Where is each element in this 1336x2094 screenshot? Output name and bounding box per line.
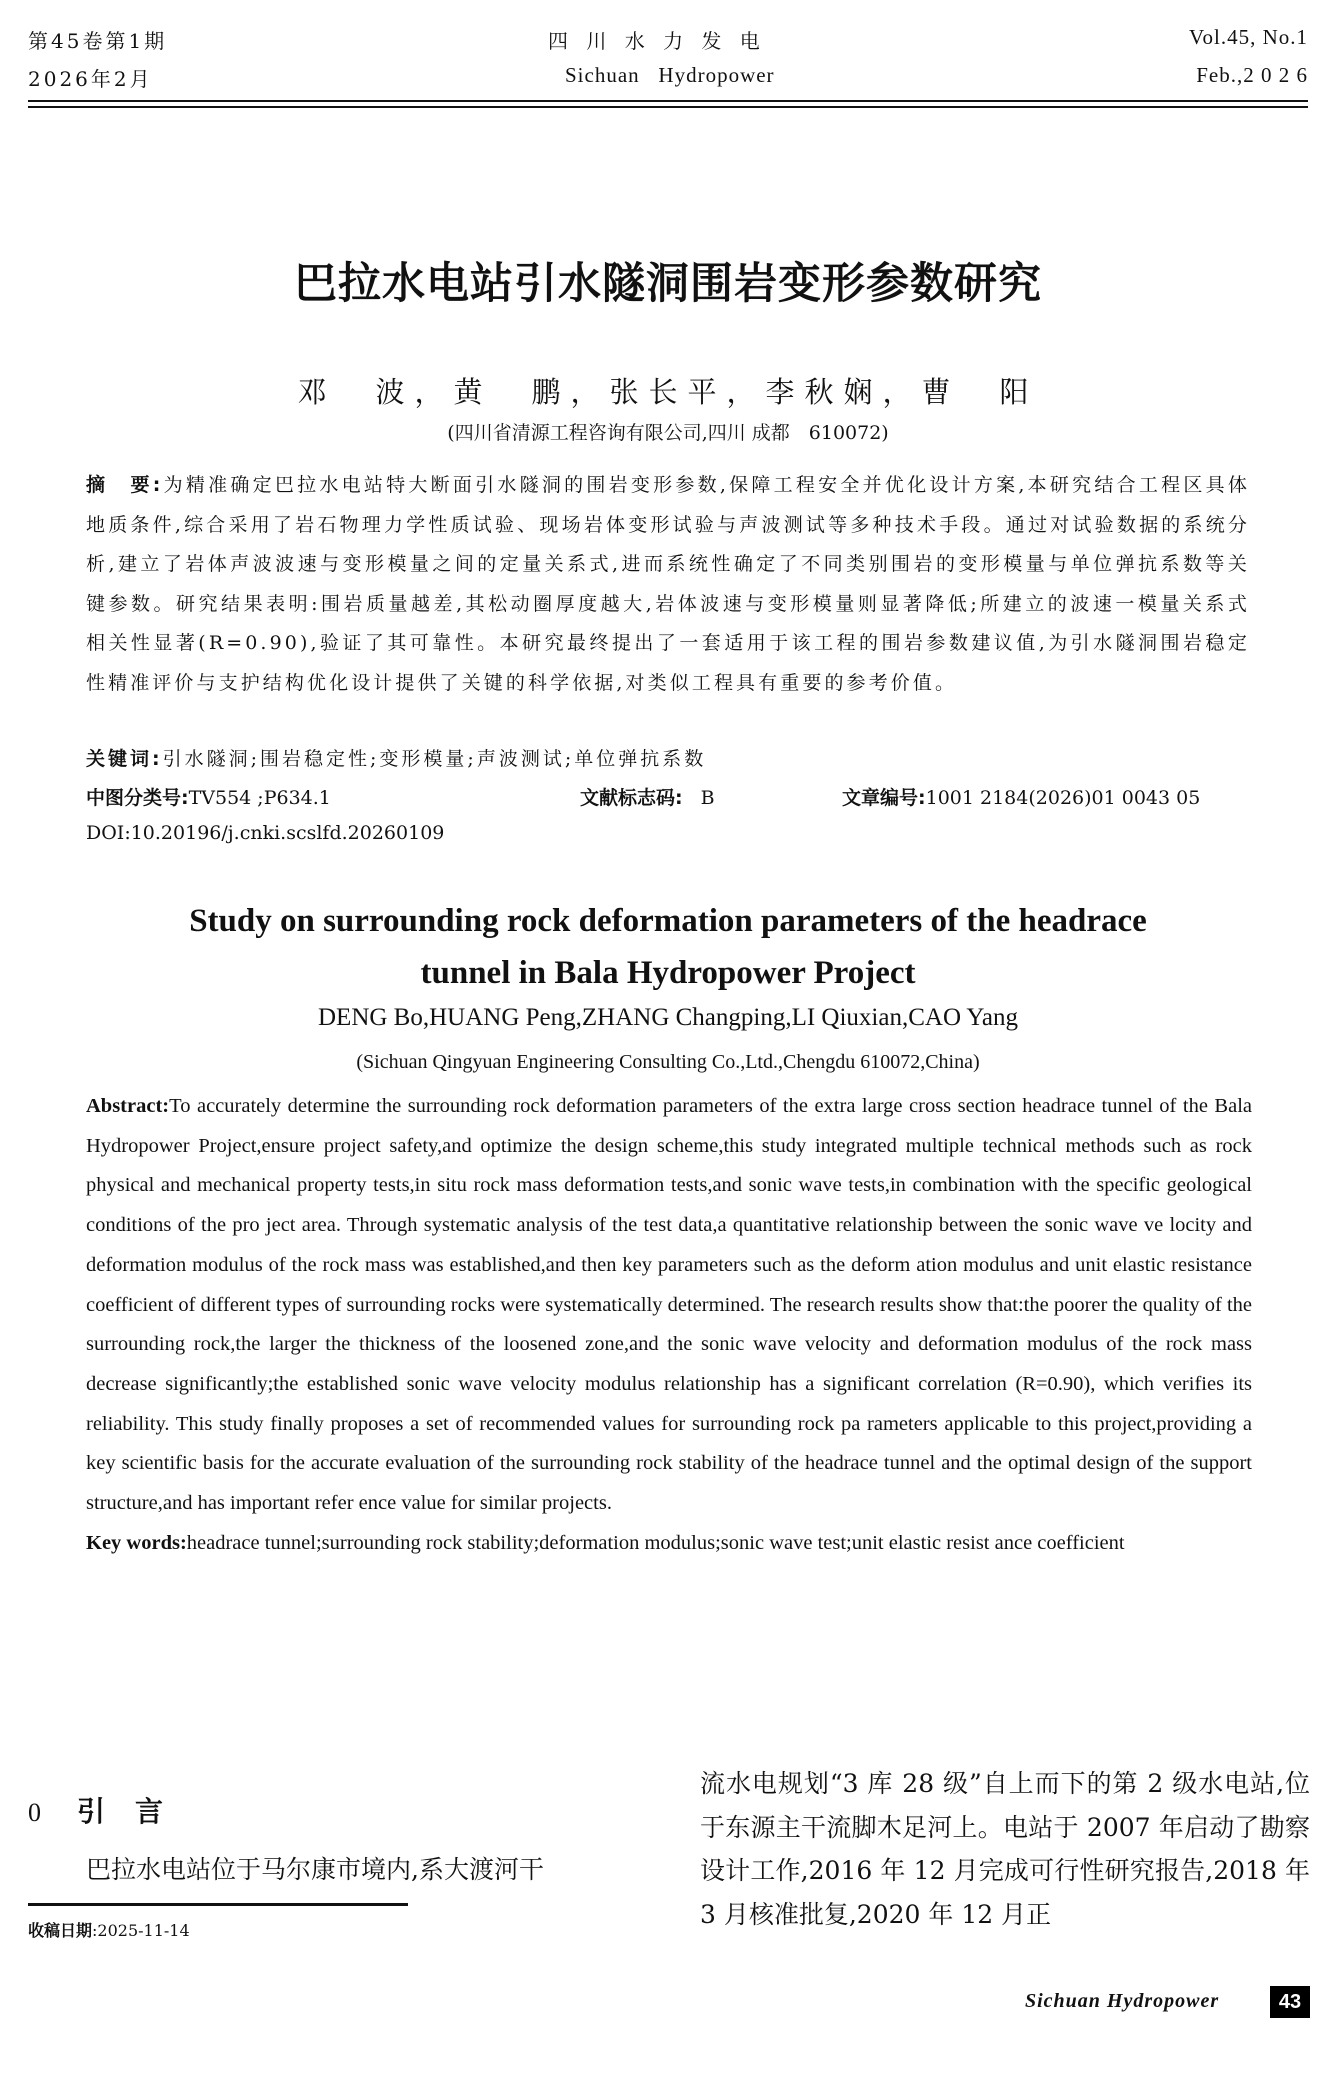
abstract-en-label: Abstract:	[86, 1095, 170, 1117]
doi-value[interactable]: 10.20196/j.cnki.scslfd.20260109	[130, 822, 445, 844]
abstract-en-text: To accurately determine the surrounding rock deformation parameters of the extra large cross section headrace tunnel of the Bala Hydropower Project,ensure project safety,and optimize the design scheme,this study integrated multiple technical methods such as rock physical and mechanical property tests,in situ rock mass deformation tests,and sonic wave tests,in combination with the specific geological conditions of the pro ject area. Through systematic analysis of the test data,a quantitative relationship between the sonic wave ve locity and deformation modulus of the rock mass was established,and then key parameters such as the deform ation modulus and unit elastic resistance coefficient of different types of surrounding rocks were systematically determined. The research results show that:the poorer the quality of the surrounding rock,the larger the thickness of the loosened zone,and the sonic wave velocity and deformation modulus of the rock mass decrease significantly;the established sonic wave velocity modulus relationship has a significant correlation (R=0.90), which verifies its reliability. This study finally proposes a set of recommended values for surrounding rock pa rameters applicable to this project,providing a key scientific basis for the accurate evaluation of the surrounding rock stability of the headrace tunnel and the optimal design of the support structure,and has important refer ence value for similar projects.	[86, 1095, 1252, 1515]
clc-number	[86, 783, 331, 810]
received-date	[28, 1918, 190, 1941]
keywords-en	[86, 1524, 1252, 1564]
header-rule	[28, 100, 1308, 102]
doc-code-value: B	[700, 787, 715, 809]
journal-name-cn: 四 川 水 力 发 电	[548, 29, 766, 53]
title-en-line-2: tunnel in Bala Hydropower Project	[420, 955, 916, 991]
keywords-cn	[86, 744, 706, 771]
article-title-cn: 巴拉水电站引水隧洞围岩变形参数研究	[294, 259, 1042, 309]
doc-code-label: 文献标志码:	[580, 787, 683, 809]
footer-journal-name: Sichuan Hydropower	[1025, 1990, 1220, 2012]
section-heading	[28, 1790, 193, 1830]
authors-cn: 邓 波，黄 鹏，张长平，李秋娴，曹 阳	[297, 375, 1039, 409]
abstract-cn-text: 为精准确定巴拉水电站特大断面引水隧洞的围岩变形参数,保障工程安全并优化设计方案,本研究结合工程区具体地质条件,综合采用了岩石物理力学性质试验、现场岩体变形试验与声波测试等多种技术手段。通过对试验数据的系统分析,建立了岩体声波波速与变形模量之间的定量关系式,进而系统性确定了不同类别围岩的变形模量与单位弹抗系数等关键参数。研究结果表明:围岩质量越差,其松动圈厚度越大,岩体波速与变形模量则显著降低;所建立的波速一模量关系式相关性显著(R=0.90),验证了其可靠性。本研究最终提出了一套适用于该工程的围岩参数建议值,为引水隧洞围岩稳定性精准评价与支护结构优化设计提供了关键的科学依据,对类似工程具有重要的参考价值。	[86, 474, 1250, 694]
abstract-cn	[86, 466, 1250, 703]
keywords-cn-text: 引水隧洞;围岩稳定性;变形模量;声波测试;单位弹抗系数	[162, 748, 707, 770]
footnote-rule	[28, 1903, 408, 1906]
header-rule-2	[28, 106, 1308, 108]
received-value: :2025-11-14	[92, 1921, 190, 1940]
affiliation-en: (Sichuan Qingyuan Engineering Consulting Co.,Ltd.,Chengdu 610072,China)	[356, 1051, 980, 1073]
article-no-label: 文章编号:	[842, 787, 926, 809]
article-no-value: 1001 2184(2026)01 0043 05	[925, 787, 1201, 809]
title-en-line-1: Study on surrounding rock deformation parameters of the headrace	[189, 903, 1147, 939]
issue-date: 2026年2月	[28, 67, 153, 91]
keywords-en-label: Key words:	[86, 1531, 187, 1554]
received-label: 收稿日期	[28, 1921, 93, 1940]
keywords-cn-label: 关键词:	[86, 748, 163, 770]
doi	[86, 822, 444, 844]
clc-value: TV554 ;P634.1	[188, 787, 331, 809]
clc-label: 中图分类号:	[86, 787, 189, 809]
body-paragraph-right: 流水电规划“3 库 28 级”自上而下的第 2 级水电站,位于东源主干流脚木足河上。电站于 2007 年启动了勘察设计工作,2016 年 12 月完成可行性研究报告,2018 年 3 月核准批复,2020 年 12 月正	[700, 1769, 1310, 1929]
doi-label: DOI:	[86, 822, 131, 844]
journal-name-en: Sichuan Hydropower	[565, 63, 775, 87]
article-number	[842, 783, 1200, 810]
authors-en: DENG Bo,HUANG Peng,ZHANG Changping,LI Qiuxian,CAO Yang	[318, 1004, 1018, 1031]
issue-info: 第45卷第1期	[28, 29, 168, 53]
document-code	[580, 783, 715, 810]
article-title-en	[0, 895, 1336, 999]
page-number: 43	[1270, 1986, 1310, 2018]
issue-date-en: Feb.,2 0 2 6	[1196, 63, 1308, 87]
section-number: 0	[28, 1798, 41, 1827]
keywords-en-text: headrace tunnel;surrounding rock stability;deformation modulus;sonic wave test;unit elastic resist ance coefficient	[186, 1531, 1125, 1554]
volume-info: Vol.45, No.1	[1189, 25, 1308, 49]
affiliation-cn: (四川省清源工程咨询有限公司,四川 成都 610072)	[447, 422, 889, 444]
abstract-cn-label: 摘 要:	[86, 474, 164, 496]
abstract-en	[86, 1087, 1252, 1563]
body-paragraph-left: 巴拉水电站位于马尔康市境内,系大渡河干	[86, 1855, 544, 1884]
section-title: 引言	[77, 1795, 194, 1828]
